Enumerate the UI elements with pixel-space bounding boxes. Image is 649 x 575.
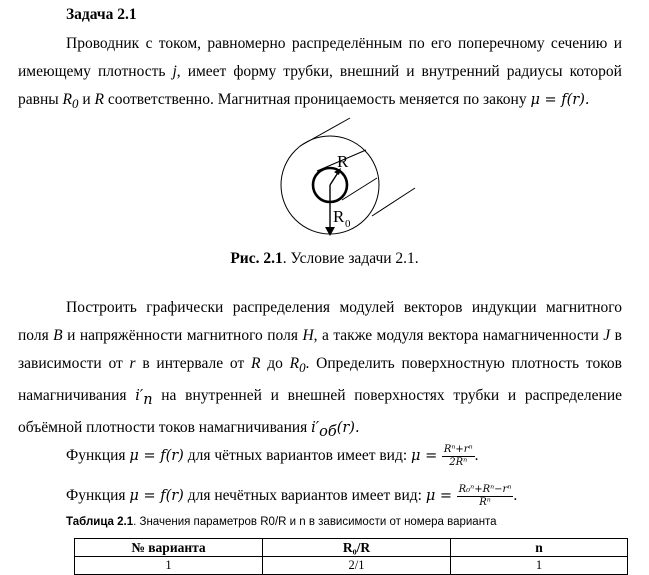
even-variant-function: Функция μ = f(r) для чётных вариантов имеет вид: μ = $\frac{\text{Rⁿ+rⁿ}}{\text{2Rⁿ}}$ .: [66, 444, 479, 468]
problem-statement: Проводник с током, равномерно распределённым по его поперечному сечению и имеющему плотность j, имеет форму трубки, внешний и внутренний радиусы которой равны $R_0$ и R соответственно. Магнитная проницаемость меняется по закону μ = f(r).: [18, 35, 622, 112]
task-title: Задача 2.1: [66, 6, 137, 23]
cell-n: 1: [451, 557, 628, 575]
cell-variant: 1: [75, 557, 263, 575]
table-header-row: [75, 539, 628, 557]
label-r0: R: [333, 207, 345, 226]
label-r0-sub: 0: [345, 218, 351, 230]
parameters-table: [74, 538, 628, 575]
permeability-law: μ = f(r).: [530, 92, 590, 108]
radius-r0-arrowhead: [325, 227, 335, 236]
odd-variant-function: Функция μ = f(r) для нечётных вариантов имеет вид: μ = $\frac{\text{R₀ⁿ+Rⁿ−rⁿ}}{\text{Rⁿ}}$ .: [66, 484, 518, 508]
header-n: n: [451, 539, 628, 557]
even-formula-fraction: $\frac{\text{Rⁿ+rⁿ}}{\text{2Rⁿ}}$: [443, 444, 473, 468]
figure-tube-cross-section: [262, 116, 422, 246]
cell-ratio: 2/1: [263, 557, 451, 575]
label-r: R: [337, 152, 349, 171]
task-instructions: Построить графически распределения модулей векторов индукции магнитного поля B и напряжённости магнитного поля H, а также модуля вектора намагниченности J в зависимости от r в интервале от R до $R_0$. Определить поверхностную плотность токов намагничивания $i'_п$ на внутренней и внешней поверхностях трубки и распределение объёмной плотности токов намагничивания $i'_{об}(r)$.: [18, 299, 623, 441]
header-variant: № варианта: [75, 539, 263, 557]
figure-caption: Рис. 2.1. Условие задачи 2.1.: [230, 250, 419, 267]
odd-formula-fraction: $\frac{\text{R₀ⁿ+Rⁿ−rⁿ}}{\text{Rⁿ}}$: [458, 484, 512, 508]
table-caption: Таблица 2.1. Значения параметров R0/R и n в зависимости от номера варианта: [66, 516, 497, 528]
header-ratio: R₀/R: [263, 539, 451, 557]
tube-edge-top: [300, 118, 350, 146]
tube-diagram: [262, 116, 422, 246]
